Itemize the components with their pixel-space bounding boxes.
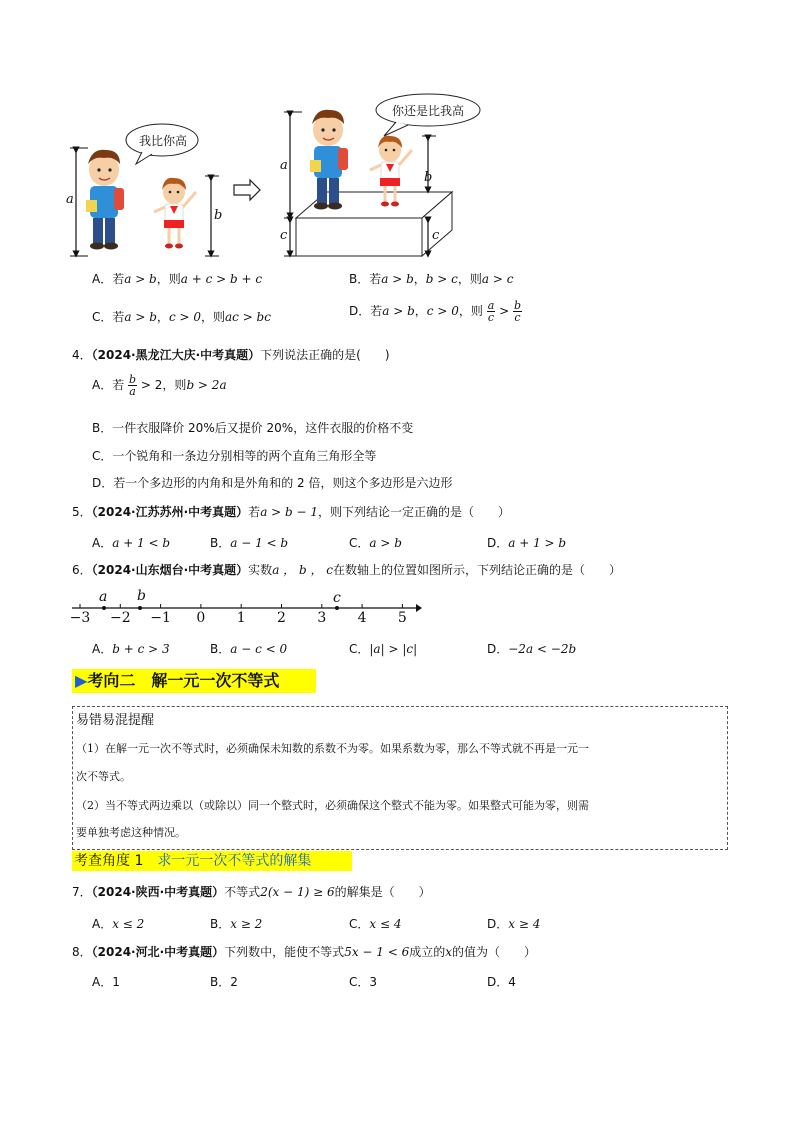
bubble-2-text: 你还是比我高 (391, 104, 464, 118)
q3-option-b[interactable]: B．若a > b，b > c，则a > c (349, 272, 514, 286)
tick-label: −1 (150, 610, 171, 626)
tips-line-1: （1）在解一元一次不等式时，必须确保未知数的系数不为零。如果系数为零，那么不等式就不再是一元一 (76, 742, 589, 755)
q6-option-b[interactable]: B．a − c < 0 (210, 642, 288, 656)
section-header (72, 669, 316, 693)
q5-option-a[interactable]: A．a + 1 < b (92, 536, 171, 550)
q4-stem: 4．（2024·黑龙江大庆·中考真题）下列说法正确的是( ) (72, 348, 390, 362)
q6-option-d[interactable]: D．−2a < −2b (487, 642, 577, 656)
label-a-right: a (280, 158, 288, 173)
q5-stem: 5．（2024·江苏苏州·中考真题）若a > b − 1，则下列结论一定正确的是（ ） (72, 505, 511, 519)
q3-option-d[interactable]: D．若a > b，c > 0，则 $\frac{a}{c}$ > $\frac{b}{c}$ (349, 299, 522, 324)
boy-illustration-left (86, 150, 124, 250)
q4-option-b[interactable]: B．一件衣服降价 20%后又提价 20%，这件衣服的价格不变 (92, 421, 414, 435)
tick-label: 4 (357, 610, 367, 626)
q7-option-d[interactable]: D．x ≥ 4 (487, 917, 541, 931)
q8-stem: 8．（2024·河北·中考真题）下列数中，能使不等式5x − 1 < 6成立的x的值为（ ） (72, 945, 537, 959)
tick-label: 3 (317, 610, 327, 626)
tick-label: −3 (69, 610, 91, 626)
q5-option-c[interactable]: C．a > b (349, 536, 402, 550)
triangle-marker-icon: ▶ (75, 671, 88, 690)
section-title: 考向二 解一元一次不等式 (87, 671, 280, 690)
angle-header (72, 851, 352, 871)
tips-box (72, 706, 728, 850)
tick-label: −2 (109, 610, 131, 626)
q8-option-b[interactable]: B．2 (210, 975, 238, 989)
label-b-right: b (424, 170, 433, 185)
angle-title: 求一元一次不等式的解集 (157, 853, 312, 869)
q7-option-c[interactable]: C．x ≤ 4 (349, 917, 402, 931)
label-c-right-1: c (280, 228, 288, 243)
tips-line-2: 次不等式。 (76, 770, 131, 783)
bubble-1-text: 我比你高 (138, 134, 187, 148)
q8-option-c[interactable]: C．3 (349, 975, 378, 989)
point-a-label: a (99, 589, 108, 605)
q8-option-a[interactable]: A．1 (92, 975, 120, 989)
number-line-arrow-icon (416, 604, 422, 612)
q6-option-a[interactable]: A．b + c > 3 (92, 642, 170, 656)
label-a-left: a (66, 192, 74, 207)
q7-option-a[interactable]: A．x ≤ 2 (92, 917, 145, 931)
label-b-left: b (214, 208, 223, 223)
tick-label: 1 (236, 610, 246, 626)
q4-option-a[interactable]: A．若 $\frac{b}{a}$ > 2，则b > 2a (92, 373, 227, 398)
q7-option-b[interactable]: B．x ≥ 2 (210, 917, 263, 931)
q5-option-b[interactable]: B．a − 1 < b (210, 536, 289, 550)
tick-label: 5 (397, 610, 407, 626)
number-line (66, 588, 426, 630)
tick-label: 2 (277, 610, 286, 626)
q6-stem: 6．（2024·山东烟台·中考真题）实数a ， b ， c在数轴上的位置如图所示，下列结论正确的是（ ） (72, 563, 622, 577)
angle-prefix: 考查角度 1 (74, 853, 158, 869)
tips-title: 易错易混提醒 (76, 713, 155, 728)
q6-option-c[interactable]: C．|a| > |c| (349, 642, 418, 656)
tick-label: 0 (196, 610, 206, 626)
tips-line-3: （2）当不等式两边乘以（或除以）同一个整式时，必须确保这个整式不能为零。如果整式可能为零，则需 (76, 799, 589, 812)
point-a (102, 606, 106, 610)
point-b (138, 606, 142, 610)
fraction-b-over-c: $\frac{b}{c}$ (513, 299, 522, 324)
q3-option-a[interactable]: A．若a > b，则a + c > b + c (92, 272, 263, 286)
q8-option-d[interactable]: D．4 (487, 975, 516, 989)
q4-option-d[interactable]: D．若一个多边形的内角和是外角和的 2 倍，则这个多边形是六边形 (92, 476, 453, 490)
transform-arrow-icon (234, 180, 260, 200)
q4-option-c[interactable]: C．一个锐角和一条边分别相等的两个直角三角形全等 (92, 449, 377, 463)
point-c-label: c (333, 590, 341, 606)
fraction-b-over-a: $\frac{b}{a}$ (129, 373, 137, 398)
point-c (335, 606, 339, 610)
girl-illustration-left (154, 178, 196, 249)
fraction-a-over-c: $\frac{a}{c}$ (487, 299, 495, 324)
point-b-label: b (137, 588, 146, 604)
label-c-right-2: c (432, 228, 440, 243)
q5-option-d[interactable]: D．a + 1 > b (487, 536, 567, 550)
q3-option-c[interactable]: C．若a > b，c > 0，则ac > bc (92, 310, 271, 324)
q7-stem: 7．（2024·陕西·中考真题）不等式2(x − 1) ≥ 6的解集是（ ） (72, 885, 431, 899)
height-comparison-figure (66, 92, 506, 262)
tips-line-4: 要单独考虑这种情况。 (76, 826, 186, 839)
